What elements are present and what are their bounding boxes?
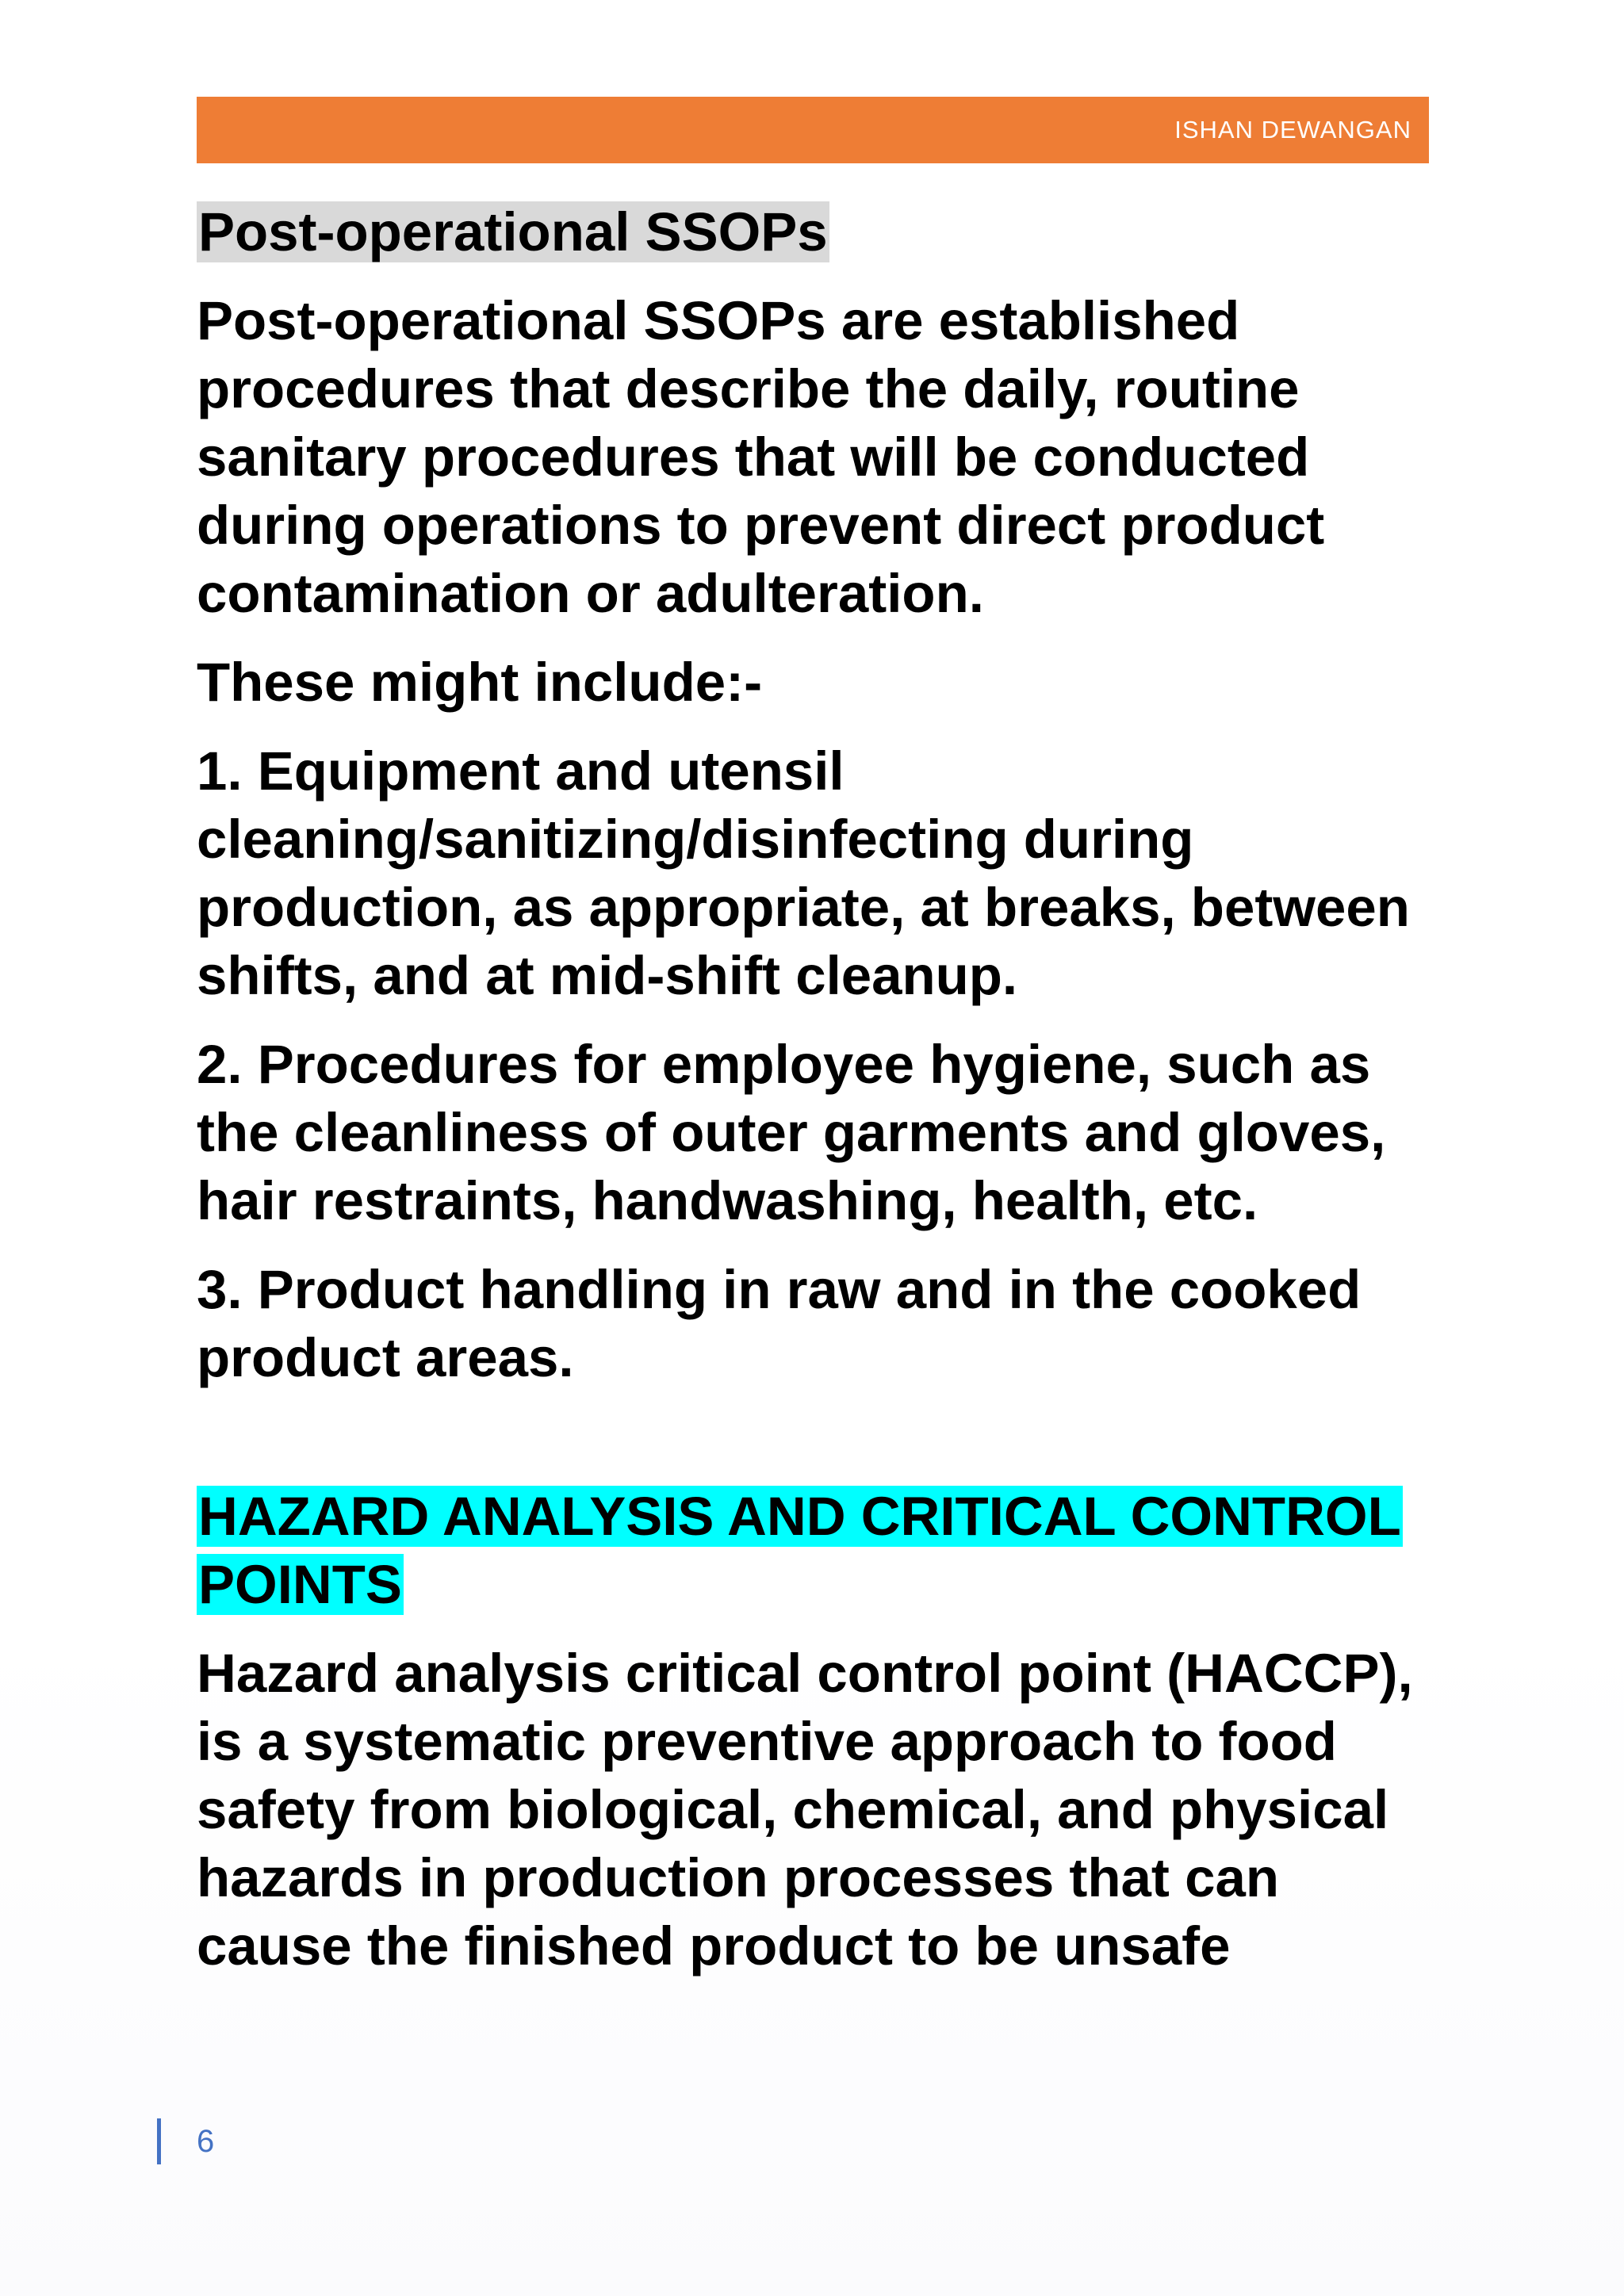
document-body: [197, 198, 1446, 2001]
page-number: 6: [197, 2124, 215, 2159]
footer-accent-bar: [157, 2118, 161, 2164]
list-item: 2. Procedures for employee hygiene, such as the cleanliness of outer garments and gloves, hair restraints, handwashing, health, etc.: [197, 1034, 1386, 1231]
post-operational-paragraph: Post-operational SSOPs are established procedures that describe the daily, routine sanitary procedures that will be conducted during operations to prevent direct product contamination or adulteration.: [197, 290, 1325, 624]
section-spacer: [197, 1413, 1446, 1483]
section-heading-haccp: [197, 1483, 1446, 1619]
haccp-paragraph: Hazard analysis critical control point (HACCP), is a systematic preventive approach to food safety from biological, chemical, and physical hazards in production processes that can cause the finished product to be unsafe: [197, 1643, 1413, 1976]
section-heading-text: HAZARD ANALYSIS AND CRITICAL CONTROL POINTS: [198, 1486, 1401, 1615]
section-heading-text: Post-operational SSOPs: [198, 201, 828, 262]
section-heading-post-operational-ssops: [197, 198, 1446, 266]
list-intro: These might include:-: [197, 652, 763, 713]
header-author: ISHAN DEWANGAN: [1174, 116, 1411, 144]
list-item: 3. Product handling in raw and in the cooked product areas.: [197, 1259, 1362, 1388]
list-item: 1. Equipment and utensil cleaning/sanitizing/disinfecting during production, as appropriate, at breaks, between shifts, and at mid-shift cleanup.: [197, 740, 1410, 1006]
header-bar: [197, 97, 1429, 163]
